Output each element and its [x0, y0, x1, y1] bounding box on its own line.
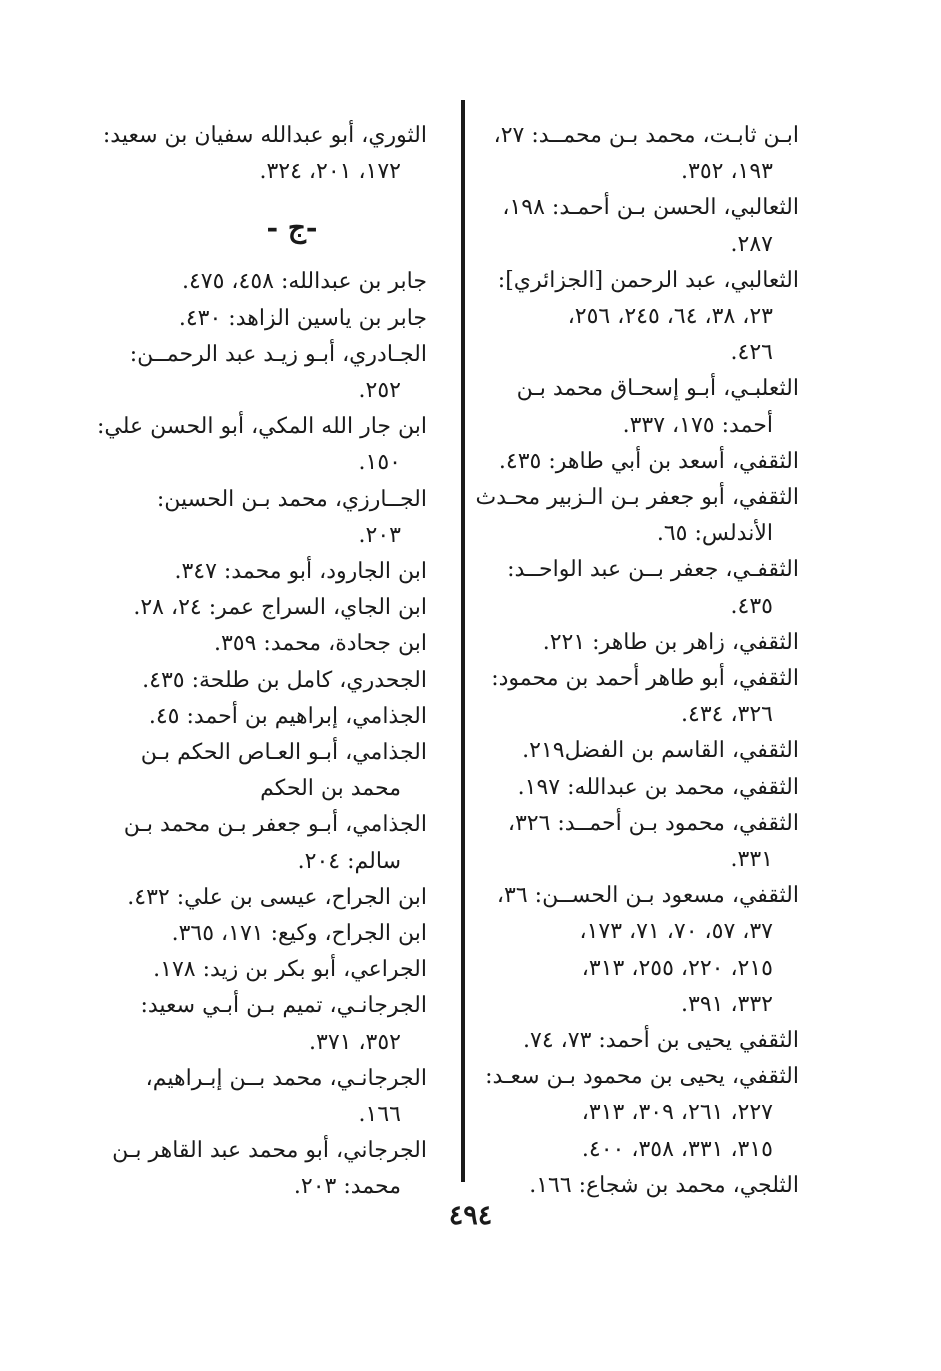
index-entry — [137, 1061, 427, 1133]
index-entry — [489, 806, 799, 878]
index-entry-heading: ابن جار الله المكي، أبو الحسن علي: — [96, 414, 427, 440]
left-index-column — [96, 118, 427, 1206]
index-entry — [137, 952, 427, 988]
index-entry-heading: الثوري، أبو عبدالله سفيان بن سعيد: — [102, 123, 427, 148]
index-entry-page-refs: ٣٧، ٥٧، ٧٠، ٧١، ١٧٣، — [579, 919, 773, 945]
index-entry — [127, 880, 427, 916]
index-entry — [489, 263, 799, 335]
index-entry — [489, 625, 799, 661]
index-entry — [489, 190, 799, 262]
index-entry-page-refs: ٣٣١. — [730, 847, 773, 873]
index-entry-heading: الثقفي، محمود بـن أحمــد: ٣٢٦، — [507, 810, 799, 836]
index-entry-page-refs: ٢٣، ٣٨، ٦٤، ٢٤٥، ٢٥٦، — [567, 304, 773, 330]
index-entry-page-refs: ٤٢٦. — [730, 340, 773, 366]
column-divider — [461, 100, 465, 1182]
index-entry-heading: الثقفي، يحيى بن محمود بـن سعـد: — [485, 1064, 799, 1090]
index-entry — [137, 916, 427, 952]
index-entry — [489, 1132, 799, 1168]
index-entry — [137, 988, 427, 1060]
index-entry-heading: الجذامي، أبـو جعفر بـن محمد بـن — [123, 812, 427, 838]
index-entry-heading: الثقفي، زاهر بن طاهر: ٢٢١. — [542, 629, 799, 655]
index-entry-heading: ابن جحادة، محمد: ٣٥٩. — [213, 631, 427, 657]
index-entry — [489, 770, 799, 806]
index-entry — [123, 807, 427, 879]
index-entry-page-refs: سالم: ٢٠٤. — [297, 848, 401, 874]
index-entry — [96, 409, 427, 481]
index-entry-heading: جابر بن ياسين الزاهد: ٤٣٠. — [178, 305, 427, 331]
index-entry-heading: الثقفي، مسعود بـن الحســن: ٣٦، — [496, 883, 799, 909]
index-entry — [485, 1059, 799, 1131]
index-entry — [137, 482, 427, 554]
index-entry-heading: الثقفـي، جعفر بــن عبد الواحــد: — [507, 557, 799, 583]
index-entry-heading: الجراعي، أبو بكر بن زيد: ١٧٨. — [153, 957, 427, 983]
index-entry-heading: الثعالبي، الحسن بـن أحمـد: ١٩٨، — [502, 195, 799, 221]
index-entry — [489, 1168, 799, 1204]
index-entry — [102, 118, 427, 190]
index-entry — [489, 371, 799, 443]
index-entry-heading: ابن الجاي، السراج عمر: ٢٤، ٢٨. — [133, 595, 427, 621]
index-entry-heading: ابن الجارود، أبو محمد: ٣٤٧. — [174, 559, 427, 585]
index-entry — [137, 554, 427, 590]
index-entry-heading: الثلجي، محمد بن شجاع: ١٦٦. — [529, 1172, 799, 1198]
index-entry-heading: الجرجاني، أبو محمد عبد القاهر بـن — [112, 1138, 427, 1164]
index-entry-heading: الثقفي، أبو طاهر أحمد بن محمود: — [491, 666, 799, 692]
index-entry — [489, 878, 799, 950]
index-entry — [489, 444, 799, 480]
index-entry — [112, 1133, 427, 1205]
index-entry-page-refs: ١٩٣، ٣٥٢. — [681, 159, 773, 185]
index-entry — [489, 733, 799, 769]
index-entry-heading: الجـادري، أبـو زيـد عبد الرحمــن: — [129, 341, 427, 367]
index-entry-page-refs: ٤٣٥. — [730, 593, 773, 619]
index-entry-page-refs: محمد بن الحكم — [260, 776, 401, 802]
index-entry-page-refs: محمد: ٢٠٣. — [293, 1174, 401, 1200]
index-entry-heading: الجذامي، إبراهيم بن أحمد: ٤٥. — [148, 703, 427, 729]
index-entry-page-refs: ١٥٠. — [358, 450, 401, 476]
index-entry — [137, 626, 427, 662]
index-entry-page-refs: الأندلس: ٦٥. — [656, 521, 773, 547]
index-entry — [137, 301, 427, 337]
index-entry — [489, 661, 799, 733]
index-entry-heading: الثقفي، القاسم بن الفضل٢١٩. — [522, 738, 799, 764]
index-entry-heading: جابر بن عبدالله: ٤٥٨، ٤٧٥. — [181, 269, 427, 295]
index-entry-heading: الثقفي، أبو جعفر بـن الـزبير محـدث — [475, 485, 799, 511]
index-entry-heading: الثقفي، أسعد بن أبي طاهر: ٤٣٥. — [498, 448, 799, 474]
index-entry-heading: الثقفي، محمد بن عبدالله: ١٩٧. — [517, 774, 799, 800]
index-entry-heading: الجرجانـي، تميم بـن أبـي سعيد: — [140, 993, 427, 1019]
index-entry-heading: الثعلبـي، أبـو إسحـاق محمد بـن — [516, 376, 799, 402]
index-entry-heading: الجذامي، أبـو العـاص الحكم بـن — [140, 740, 427, 766]
index-entry — [133, 590, 427, 626]
index-entry — [489, 1023, 799, 1059]
index-entry-page-refs: ٢٨٧. — [730, 231, 773, 257]
index-entry-page-refs: ٣٥٢، ٣٧١. — [309, 1029, 401, 1055]
index-entry-heading: ابـن ثابـت، محمد بـن محمــد: ٢٧، — [493, 123, 799, 148]
index-entry — [489, 951, 799, 987]
index-entry — [489, 552, 799, 624]
index-entry — [489, 335, 799, 371]
section-letter-heading: -ج - — [266, 211, 318, 245]
index-entry-page-refs: أحمد: ١٧٥، ٣٣٧. — [622, 412, 773, 438]
index-entry — [129, 337, 427, 409]
index-entry-heading: الثقفي يحيى بن أحمد: ٧٣، ٧٤. — [523, 1028, 799, 1054]
index-entry-page-refs: ٢١٥، ٢٢٠، ٢٥٥، ٣١٣، — [581, 955, 773, 981]
index-entry-heading: الجــارزي، محمد بـن الحسين: — [156, 486, 427, 512]
index-entry-heading: الجرجانـي، محمد بــن إبـراهيم، — [145, 1065, 427, 1091]
index-entry-heading: ابن الجراح، وكيع: ١٧١، ٣٦٥. — [171, 921, 427, 947]
index-entry — [137, 735, 427, 807]
page-number: ٤٩٤ — [448, 1200, 493, 1231]
index-entry — [475, 480, 799, 552]
index-entry-heading: ابن الجراح، عيسى بن علي: ٤٣٢. — [127, 884, 427, 910]
index-entry-page-refs: ١٧٢، ٢٠١، ٣٢٤. — [259, 159, 401, 185]
index-entry-page-refs: ٢٠٣. — [358, 522, 401, 548]
index-entry-page-refs: ٣١٥، ٣٣١، ٣٥٨، ٤٠٠. — [581, 1136, 773, 1162]
index-entry — [137, 264, 427, 300]
index-entry-page-refs: ٣٣٢، ٣٩١. — [681, 991, 773, 1017]
index-entry-heading: الثعالبي، عبد الرحمن [الجزائري]: — [497, 267, 799, 293]
right-index-column — [475, 118, 799, 1204]
index-entry — [137, 699, 427, 735]
index-entry-page-refs: ٣٢٦، ٤٣٤. — [681, 702, 773, 728]
index-entry-page-refs: ١٦٦. — [358, 1102, 401, 1128]
index-entry — [137, 663, 427, 699]
index-entry — [489, 118, 799, 190]
index-entry-heading: الجحدري، كامل بن طلحة: ٤٣٥. — [142, 667, 427, 693]
index-entry-page-refs: ٢٢٧، ٢٦١، ٣٠٩، ٣١٣، — [581, 1100, 773, 1126]
index-entry-page-refs: ٢٥٢. — [358, 378, 401, 404]
index-entry — [489, 987, 799, 1023]
